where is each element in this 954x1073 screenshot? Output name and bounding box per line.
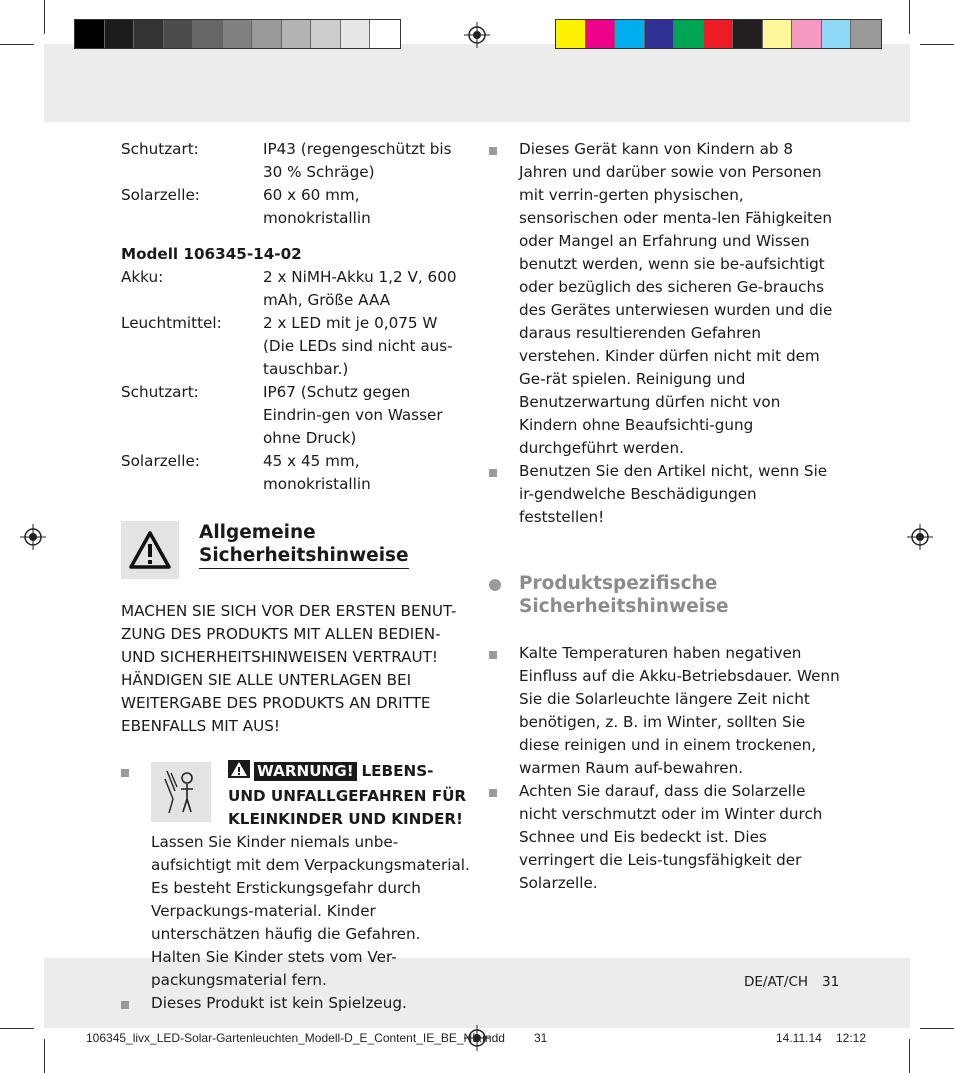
spec-row (121, 266, 471, 312)
registration-mark-icon (20, 524, 46, 550)
section-title (519, 572, 729, 618)
section-title (199, 521, 409, 569)
color-swatch (556, 20, 586, 48)
locale-label: DE/AT/CH (744, 974, 809, 990)
color-swatch (792, 20, 822, 48)
section-bullet-icon (489, 579, 501, 591)
grayscale-color-bar (74, 19, 401, 49)
color-swatch (282, 20, 312, 48)
general-safety-heading (121, 521, 471, 579)
section-title-line: Allgemeine (199, 522, 316, 543)
warning-heading: LEBENS- UND UNFALLGEFAHREN FÜR KLEINKINDER UND KINDER! (228, 762, 467, 828)
model-spec-list (121, 266, 471, 496)
spec-value: IP67 (Schutz gegen Eindrin-gen von Wasser ohne Druck) (263, 383, 443, 447)
warning-triangle-icon (228, 760, 250, 785)
crop-mark (0, 44, 34, 45)
color-swatch (822, 20, 852, 48)
child-warning-icon (151, 762, 211, 822)
color-swatch (311, 20, 341, 48)
color-swatch (223, 20, 253, 48)
warning-triangle-icon (121, 521, 179, 579)
color-swatch (586, 20, 616, 48)
spec-label: Solarzelle: (121, 186, 200, 204)
section-title-line: Sicherheitshinweise (519, 596, 729, 617)
page-number: 31 (822, 974, 840, 990)
right-column (489, 138, 841, 895)
spec-value: 60 x 60 mm, monokristallin (263, 186, 371, 227)
spec-value: IP43 (regengeschützt bis 30 % Schräge) (263, 140, 452, 181)
spec-label: Schutzart: (121, 140, 199, 158)
product-safety-list (489, 642, 841, 895)
spec-list-top (121, 138, 471, 230)
spec-row (121, 184, 471, 230)
slug-time: 12:12 (836, 1031, 867, 1045)
crop-mark (920, 44, 954, 45)
color-swatch (645, 20, 675, 48)
spec-label: Leuchtmittel: (121, 314, 222, 332)
color-swatch (134, 20, 164, 48)
warning-label: WARNUNG! (254, 762, 357, 781)
color-swatch (193, 20, 223, 48)
crop-mark (0, 1028, 34, 1029)
slug-filename: 106345_livx_LED-Solar-Gartenleuchten_Modell-D_E_Content_IE_BE_NL.indd (86, 1031, 505, 1045)
list-item: Benutzen Sie den Artikel nicht, wenn Sie ir-gendwelche Beschädigungen feststellen! (489, 460, 841, 529)
page-footer (744, 974, 839, 990)
color-swatch (75, 20, 105, 48)
color-swatch (252, 20, 282, 48)
intro-caps-paragraph: MACHEN SIE SICH VOR DER ERSTEN BENUT-ZUNG DES PRODUKTS MIT ALLEN BEDIEN-UND SICHERHEITSHINWEISEN VERTRAUT! HÄNDIGEN SIE ALLE UNTERLAGEN BEI WEITERGABE DES PRODUKTS AN DRITTE EBENFALLS MIT AUS! (121, 602, 457, 735)
spec-row (121, 450, 471, 496)
color-swatch (105, 20, 135, 48)
color-swatch (341, 20, 371, 48)
model-title: Modell 106345-14-02 (121, 245, 302, 263)
spec-label: Solarzelle: (121, 452, 200, 470)
color-swatch (851, 20, 881, 48)
color-swatch (370, 20, 400, 48)
registration-mark-icon (907, 524, 933, 550)
section-title-line: Sicherheitshinweise (199, 544, 409, 569)
slug-page: 31 (534, 1031, 548, 1045)
crop-mark (920, 1028, 954, 1029)
spec-label: Akku: (121, 268, 164, 286)
color-swatch (164, 20, 194, 48)
warning-list-item (121, 760, 471, 992)
registration-mark-icon (464, 22, 490, 48)
crop-mark (909, 1039, 910, 1073)
section-title-line: Produktspezifische (519, 573, 718, 594)
color-swatch (763, 20, 793, 48)
left-column (121, 138, 471, 1015)
spec-row (121, 312, 471, 381)
spec-row (121, 138, 471, 184)
spec-label: Schutzart: (121, 383, 199, 401)
process-color-bar (555, 19, 882, 49)
header-band (44, 44, 910, 122)
crop-mark (44, 0, 45, 34)
list-item: Kalte Temperaturen haben negativen Einfluss auf die Akku-Betriebsdauer. Wenn Sie die Solarleuchte längere Zeit nicht benötigen, z. B. im Winter, sollten Sie diese reinigen und in einem trockenen, warmen Raum auf-bewahren. (489, 642, 841, 780)
crop-mark (909, 0, 910, 34)
slug-date: 14.11.14 (776, 1031, 822, 1045)
slug-file (86, 1031, 505, 1045)
spec-value: 2 x NiMH-Akku 1,2 V, 600 mAh, Größe AAA (263, 268, 457, 309)
spec-row (121, 381, 471, 450)
product-safety-heading (489, 572, 841, 618)
warning-text: Lassen Sie Kinder niemals unbe-aufsichtigt mit dem Verpackungsmaterial. Es besteht Erstickungsgefahr durch Verpackungs-material. Kinder unterschätzen häufig die Gefahren. Halten Sie Kinder stets vom Ver-packungsmaterial fern. (151, 833, 470, 989)
spec-value: 45 x 45 mm, monokristallin (263, 452, 371, 493)
color-swatch (733, 20, 763, 48)
crop-mark (44, 1039, 45, 1073)
spec-value: 2 x LED mit je 0,075 W (Die LEDs sind nicht aus-tauschbar.) (263, 314, 453, 378)
color-swatch (615, 20, 645, 48)
list-item: Dieses Gerät kann von Kindern ab 8 Jahren und darüber sowie von Personen mit verrin-gerten physischen, sensorischen oder menta-len Fähigkeiten oder Mangel an Erfahrung und Wissen benutzt werden, wenn sie be-aufsichtigt oder bezüglich des sicheren Ge-brauchs des Gerätes unterwiesen wurden und die daraus resultierenden Gefahren verstehen. Kinder dürfen nicht mit dem Ge-rät spielen. Reinigung und Benutzerwartung dürfen nicht von Kindern ohne Beaufsichti-gung durchgeführt werden. (489, 138, 841, 460)
list-item: Dieses Produkt ist kein Spielzeug. (121, 992, 471, 1015)
color-swatch (674, 20, 704, 48)
list-item: Achten Sie darauf, dass die Solarzelle nicht verschmutzt oder im Winter durch Schnee und Eis bedeckt ist. Dies verringert die Leis-tungsfähigkeit der Solarzelle. (489, 780, 841, 895)
color-swatch (704, 20, 734, 48)
